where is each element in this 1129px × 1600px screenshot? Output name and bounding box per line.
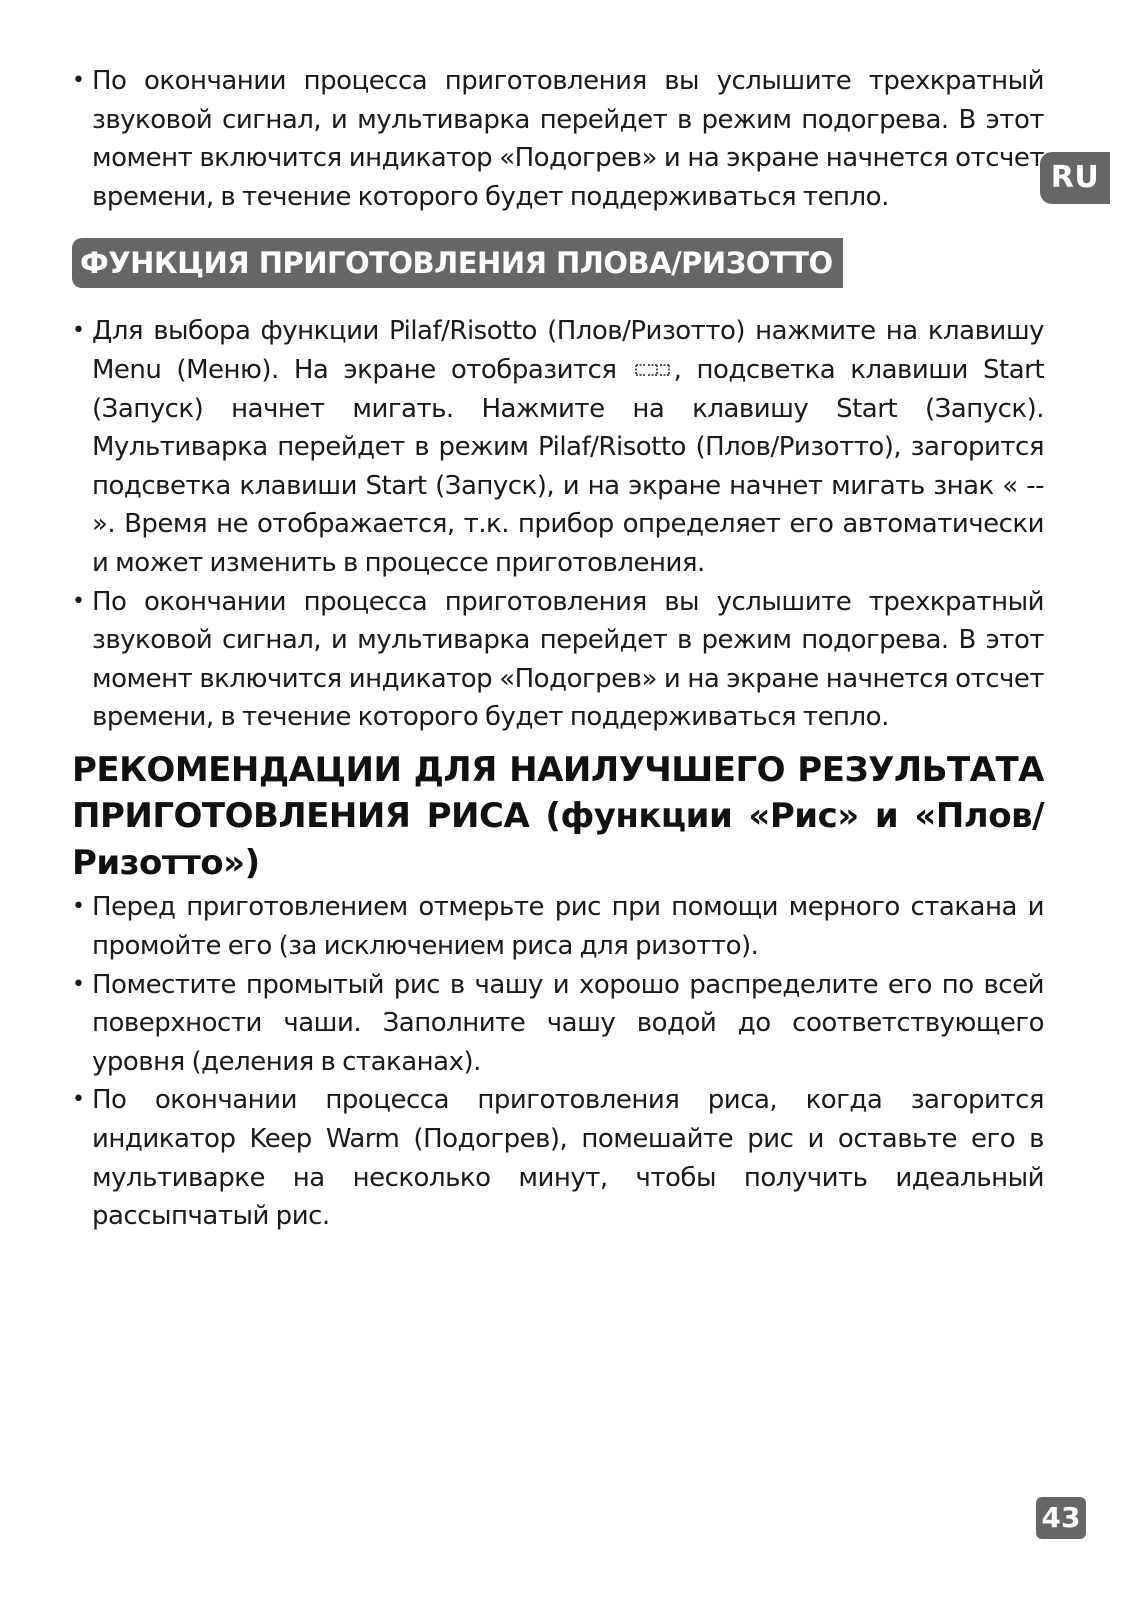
list-item: • Поместите промытый рис в чашу и хорошо распределите его по всей поверхности чаши. Заполните чашу водой до соответствующего уровня (деления в стаканах). <box>72 966 1044 1082</box>
list-item: • По окончании процесса приготовления риса, когда загорится индикатор Keep Warm (Подогрев), помешайте рис и оставьте его в мультиварке на несколько минут, чтобы получить идеальный рассыпчатый рис. <box>72 1081 1044 1235</box>
section-title-rice: РЕКОМЕНДАЦИИ ДЛЯ НАИЛУЧШЕГО РЕЗУЛЬТАТА ПРИГОТОВЛЕНИЯ РИСА (функции «Рис» и «Плов/ Ризотто») <box>72 749 1044 883</box>
pilaf-list <box>72 312 1044 737</box>
rice-list <box>72 888 1044 1235</box>
language-tab: RU <box>1040 152 1110 204</box>
intro-list <box>72 62 1044 216</box>
page-number: 43 <box>1036 1497 1086 1539</box>
list-item: • По окончании процесса приготовления вы услышите трехкратный звуковой сигнал, и мультиварка перейдет в режим подогрева. В этот момент включится индикатор «Подогрев» и на экране начнется отсчет времени, в течение которого будет поддерживаться тепло. <box>72 583 1044 737</box>
bullet-text-part1: Для выбора функции Pilaf/Risotto (Плов/Ризотто) нажмите на клавишу Menu (Меню). На экране отобразится <box>92 316 1044 385</box>
list-item <box>72 312 1044 582</box>
bullet-text-part2: , подсветка клавиши Start (Запуск) начнет мигать. Нажмите на клавишу Start (Запуск). Мультиварка перейдет в режим Pilaf/Risotto (Плов/Ризотто), загорится подсветка клавиши Start (Запуск), и на экране начнет мигать знак « -- ». Время не отображается, т.к. прибор определяет его автоматически и может изменить в процессе приготовления. <box>92 354 1045 578</box>
list-item: • Перед приготовлением отмерьте рис при помощи мерного стакана и промойте его (за исключением риса для ризотто). <box>72 888 1044 965</box>
list-item: • По окончании процесса приготовления вы услышите трехкратный звуковой сигнал, и мультиварка перейдет в режим подогрева. В этот момент включится индикатор «Подогрев» и на экране начнется отсчет времени, в течение которого будет поддерживаться тепло. <box>72 62 1044 216</box>
page-content <box>72 62 1044 1236</box>
section-title-pilaf: ФУНКЦИЯ ПРИГОТОВЛЕНИЯ ПЛОВА/РИЗОТТО <box>72 238 843 288</box>
lcd-display-icon <box>634 363 672 377</box>
